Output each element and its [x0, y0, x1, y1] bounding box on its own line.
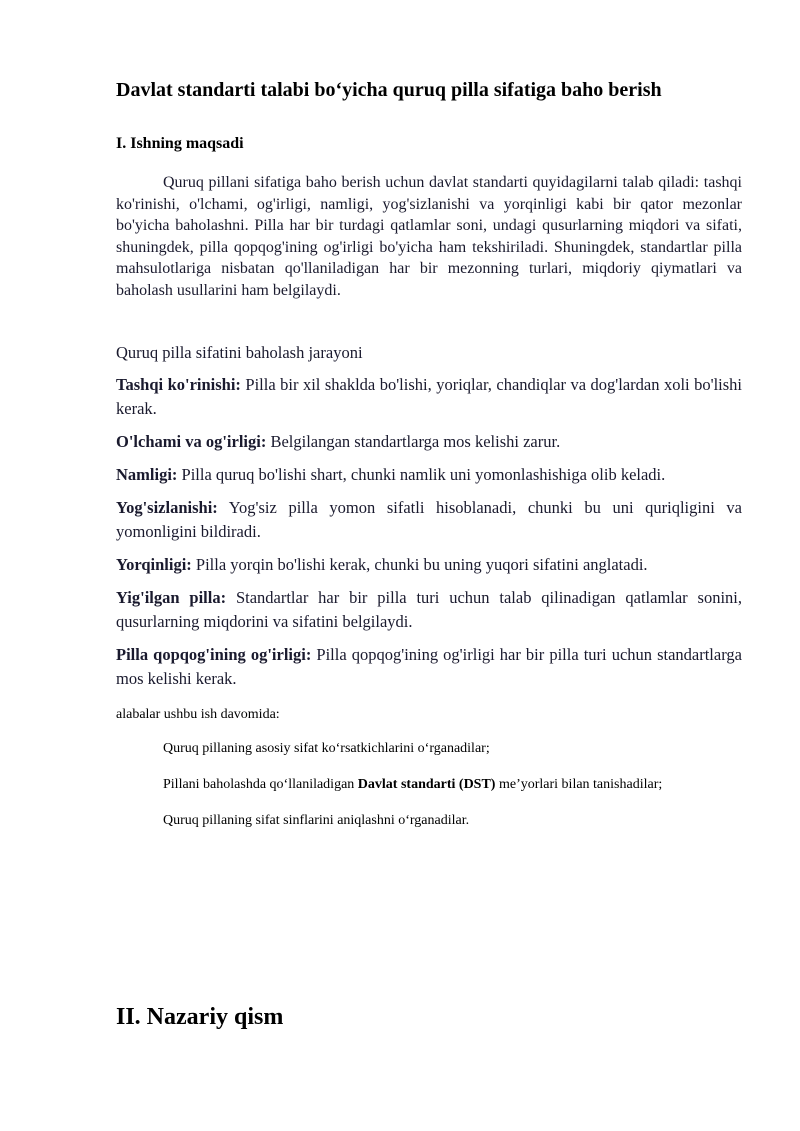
section-heading-theory: II. Nazariy qism	[116, 1004, 284, 1030]
criterion-appearance	[116, 373, 742, 421]
criterion-collected-cocoon	[116, 586, 742, 634]
objective-item	[163, 776, 763, 794]
criterion-text: Yog'siz pilla yomon sifatli hisoblanadi, chunki bu uni quriqligini va yomonligini bildiradi.	[116, 498, 742, 541]
process-title: Quruq pilla sifatini baholash jarayoni	[116, 343, 363, 362]
objective-item: Quruq pillaning asosiy sifat ko‘rsatkichlarini o‘rganadilar;	[163, 741, 490, 756]
criterion-text: Pilla quruq bo'lishi shart, chunki namlik uni yomonlashishiga olib keladi.	[177, 465, 666, 484]
criterion-text: Pilla yorqin bo'lishi kerak, chunki bu uning yuqori sifatini anglatadi.	[191, 555, 648, 574]
criterion-text: Pilla bir xil shaklda bo'lishi, yoriqlar, chandiqlar va dog'lardan xoli bo'lishi kerak.	[116, 375, 742, 418]
criterion-term: O'lchami va og'irligi:	[116, 432, 267, 451]
objective-text: me’yorlari bilan tanishadilar;	[495, 777, 663, 792]
criterion-term: Yig'ilgan pilla:	[116, 588, 227, 607]
criterion-term: Namligi:	[116, 465, 178, 484]
criterion-brightness	[116, 553, 742, 577]
criterion-text: Pilla qopqog'ining og'irligi har bir pilla turi uchun standartlarga mos kelishi kerak.	[116, 645, 742, 688]
criterion-term: Yog'sizlanishi:	[116, 498, 218, 517]
criterion-shell-weight	[116, 643, 742, 691]
criterion-text: Belgilangan standartlarga mos kelishi zarur.	[266, 432, 561, 451]
objectives-list	[163, 740, 763, 848]
intro-paragraph: Quruq pillani sifatiga baho berish uchun davlat standarti quyidagilarni talab qiladi: tashqi ko'rinishi, o'lchami, og'irligi, namligi, yog'sizlanishi va yorqinligi kabi bir qator mezonlar bo'yicha baholashni. Pilla har bir turdagi qatlamlar soni, undagi qusurlarning miqdori va sifati, shuningdek, pilla qopqog'ining og'irligi bo'yicha ham tekshiriladi. Shuningdek, standartlar pilla mahsulotlariga nisbatan qo'llaniladigan har bir mezonning turlari, miqdoriy qiymatlari va baholash usullarini ham belgilaydi.	[116, 174, 742, 299]
objective-item: Quruq pillaning sifat sinflarini aniqlashni o‘rganadilar.	[163, 813, 470, 828]
document-title: Davlat standarti talabi bo‘yicha quruq pilla sifatiga baho berish	[116, 79, 662, 101]
criterion-size-weight	[116, 430, 742, 454]
objective-text: Pillani baholashda qo‘llaniladigan	[163, 777, 358, 792]
criterion-term: Yorqinligi:	[116, 555, 192, 574]
objective-emphasis: Davlat standarti (DST)	[357, 777, 496, 792]
objectives-lead: alabalar ushbu ish davomida:	[116, 707, 280, 722]
criterion-text: Standartlar har bir pilla turi uchun talab qilinadigan qatlamlar sonini, qusurlarning miqdorini va sifatini belgilaydi.	[116, 588, 742, 631]
criteria-list	[116, 373, 742, 700]
section-heading-objective: I. Ishning maqsadi	[116, 135, 244, 152]
criterion-term: Pilla qopqog'ining og'irligi:	[116, 645, 312, 664]
criterion-degreasing	[116, 496, 742, 544]
criterion-moisture	[116, 463, 742, 487]
criterion-term: Tashqi ko'rinishi:	[116, 375, 241, 394]
